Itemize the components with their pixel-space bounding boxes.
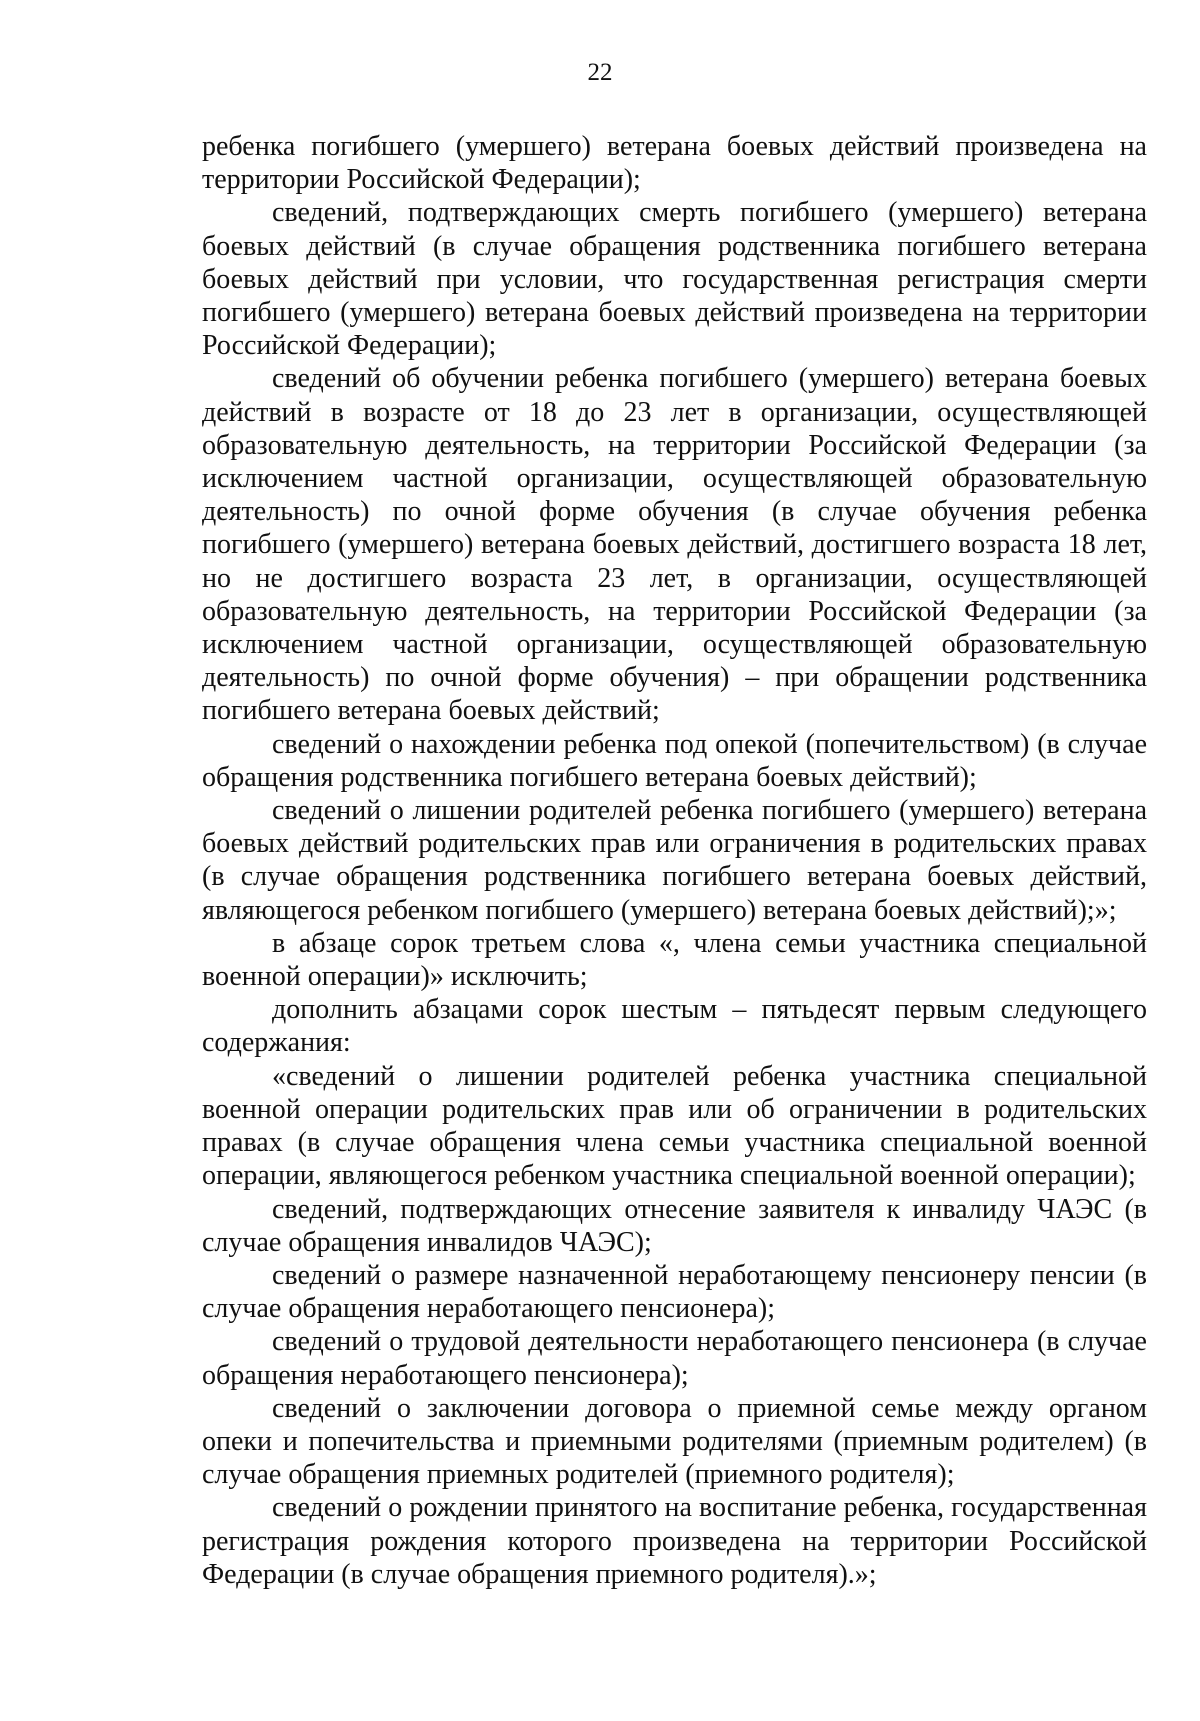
paragraph-7: дополнить абзацами сорок шестым – пятьдесят первым следующего содержания: <box>202 994 1147 1059</box>
paragraph-13: сведений о рождении принятого на воспитание ребенка, государственная регистрация рождения которого произведена на территории Российской Федерации (в случае обращения приемного родителя).»; <box>202 1492 1147 1590</box>
paragraph-12: сведений о заключении договора о приемной семье между органом опеки и попечительства и приемными родителями (приемным родителем) (в случае обращения приемных родителей (приемного родителя); <box>202 1392 1147 1491</box>
paragraph-11: сведений о трудовой деятельности неработающего пенсионера (в случае обращения неработающего пенсионера); <box>202 1326 1147 1391</box>
document-body <box>202 130 1147 1591</box>
paragraph-3: сведений об обучении ребенка погибшего (умершего) ветерана боевых действий в возрасте от 18 до 23 лет в организации, осуществляющей образовательную деятельность, на территории Российской Федерации (за исключением частной организации, осуществляющей образовательную деятельность) по очной форме обучения (в случае обучения ребенка погибшего (умершего) ветерана боевых действий, достигшего возраста 18 лет, но не достигшего возраста 23 лет, в организации, осуществляющей образовательную деятельность, на территории Российской Федерации (за исключением частной организации, осуществляющей образовательную деятельность) по очной форме обучения) – при обращении родственника погибшего ветерана боевых действий; <box>202 363 1147 727</box>
paragraph-8: «сведений о лишении родителей ребенка участника специальной военной операции родительских прав или об ограничении в родительских правах (в случае обращения члена семьи участника специальной военной операции, являющегося ребенком участника специальной военной операции); <box>202 1060 1147 1192</box>
paragraph-10: сведений о размере назначенной неработающему пенсионеру пенсии (в случае обращения неработающего пенсионера); <box>202 1259 1147 1325</box>
paragraph-9: сведений, подтверждающих отнесение заявителя к инвалиду ЧАЭС (в случае обращения инвалидов ЧАЭС); <box>202 1193 1147 1258</box>
paragraph-5: сведений о лишении родителей ребенка погибшего (умершего) ветерана боевых действий родительских прав или ограничения в родительских правах (в случае обращения родственника погибшего ветерана боевых действий, являющегося ребенком погибшего (умершего) ветерана боевых действий);»; <box>202 795 1147 926</box>
paragraph-6: в абзаце сорок третьем слова «, члена семьи участника специальной военной операции)» исключить; <box>202 927 1147 993</box>
page-number: 22 <box>587 59 613 86</box>
paragraph-2: сведений, подтверждающих смерть погибшего (умершего) ветерана боевых действий (в случае обращения родственника погибшего ветерана боевых действий при условии, что государственная регистрация смерти погибшего (умершего) ветерана боевых действий произведена на территории Российской Федерации); <box>202 197 1147 362</box>
paragraph-4: сведений о нахождении ребенка под опекой (попечительством) (в случае обращения родственника погибшего ветерана боевых действий); <box>202 728 1147 793</box>
paragraph-1: ребенка погибшего (умершего) ветерана боевых действий произведена на территории Российской Федерации); <box>202 131 1147 196</box>
